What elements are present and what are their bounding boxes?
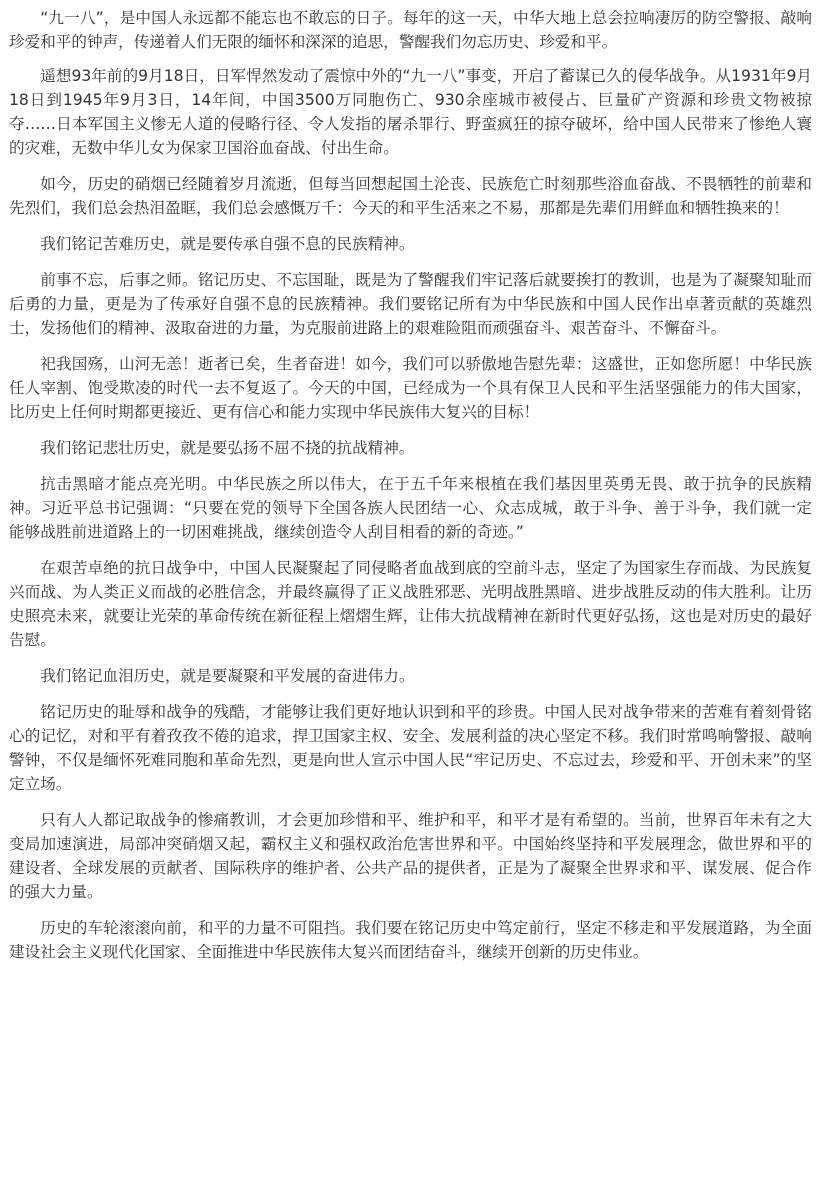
paragraph-quote: 抗击黑暗才能点亮光明。中华民族之所以伟大，在于五千年来根植在我们基因里英勇无畏、敢于抗争的民族精神。习近平总书记强调：“只要在党的领导下全国各族人民团结一心、众志成城，敢于斗争、善于斗争，我们就一定能够战胜前进道路上的一切困难挑战，继续创造令人刮目相看的新的奇迹。” (9, 475, 812, 541)
paragraph-history: 遥想93年前的9月18日，日军悍然发动了震惊中外的“九一八”事变，开启了蓄谋已久的侵华战争。从1931年9月18日到1945年9月3日，14年间，中国3500万同胞伤亡、930余座城市被侵占、巨量矿产资源和珍贵文物被掠夺……日本军国主义惨无人道的侵略行径、令人发指的屠杀罪行、野蛮疯狂的掠夺破坏，给中国人民带来了惨绝人寰的灾难，无数中华儿女为保家卫国浴血奋战、付出生命。 (9, 67, 812, 157)
paragraph-intro: “九一八”，是中国人永远都不能忘也不敢忘的日子。每年的这一天，中华大地上总会拉响凄厉的防空警报、敲响珍爱和平的钟声，传递着人们无限的缅怀和深深的追思，警醒我们勿忘历史、珍爱和平。 (9, 9, 812, 51)
section-heading-resistance-spirit: 我们铭记悲壮历史，就是要弘扬不屈不挠的抗战精神。 (40, 439, 415, 457)
paragraph-conclusion: 历史的车轮滚滚向前，和平的力量不可阻挡。我们要在铭记历史中笃定前行，坚定不移走和平发展道路，为全面建设社会主义现代化国家、全面推进中华民族伟大复兴而团结奋斗，继续开创新的历史伟业。 (9, 919, 812, 961)
section-heading-peaceful-development: 我们铭记血泪历史，就是要凝聚和平发展的奋进伟力。 (40, 667, 415, 685)
paragraph-lessons: 前事不忘，后事之师。铭记历史、不忘国耻，既是为了警醒我们牢记落后就要挨打的教训，也是为了凝聚知耻而后勇的力量，更是为了传承好自强不息的民族精神。我们要铭记所有为中华民族和中国人民作出卓著贡献的英雄烈士，发扬他们的精神、汲取奋进的力量，为克服前进路上的艰难险阻而顽强奋斗、艰苦奋斗、不懈奋斗。 (9, 271, 812, 337)
paragraph-remembrance: 如今，历史的硝烟已经随着岁月流逝，但每当回想起国土沦丧、民族危亡时刻那些浴血奋战、不畏牺牲的前辈和先烈们，我们总会热泪盈眶，我们总会感慨万千：今天的和平生活来之不易，那都是先辈们用鲜血和牺牲换来的！ (9, 175, 812, 217)
paragraph-victory: 在艰苦卓绝的抗日战争中，中国人民凝聚起了同侵略者血战到底的空前斗志，坚定了为国家生存而战、为民族复兴而战、为人类正义而战的必胜信念，并最终赢得了正义战胜邪恶、光明战胜黑暗、进步战胜反动的伟大胜利。让历史照亮未来，就要让光荣的革命传统在新征程上熠熠生辉，让伟大抗战精神在新时代更好弘扬，这也是对历史的最好告慰。 (9, 559, 812, 649)
section-heading-national-spirit: 我们铭记苦难历史，就是要传承自强不息的民族精神。 (40, 235, 415, 253)
paragraph-peace-value: 铭记历史的耻辱和战争的残酷，才能够让我们更好地认识到和平的珍贵。中国人民对战争带来的苦难有着刻骨铭心的记忆，对和平有着孜孜不倦的追求，捍卫国家主权、安全、发展利益的决心坚定不移。我们时常鸣响警报、敲响警钟，不仅是缅怀死难同胞和革命先烈，更是向世人宣示中国人民“牢记历史、不忘过去，珍爱和平、开创未来”的坚定立场。 (9, 703, 812, 793)
paragraph-world-peace: 只有人人都记取战争的惨痛教训，才会更加珍惜和平、维护和平，和平才是有希望的。当前，世界百年未有之大变局加速演进，局部冲突硝烟又起，霸权主义和强权政治危害世界和平。中国始终坚持和平发展理念，做世界和平的建设者、全球发展的贡献者、国际秩序的维护者、公共产品的提供者，正是为了凝聚全世界求和平、谋发展、促合作的强大力量。 (9, 811, 812, 901)
paragraph-tribute: 祀我国殇，山河无恙！逝者已矣，生者奋进！如今，我们可以骄傲地告慰先辈：这盛世，正如您所愿！中华民族任人宰割、饱受欺凌的时代一去不复返了。今天的中国，已经成为一个具有保卫人民和平生活坚强能力的伟大国家，比历史上任何时期都更接近、更有信心和能力实现中华民族伟大复兴的目标！ (9, 355, 812, 421)
